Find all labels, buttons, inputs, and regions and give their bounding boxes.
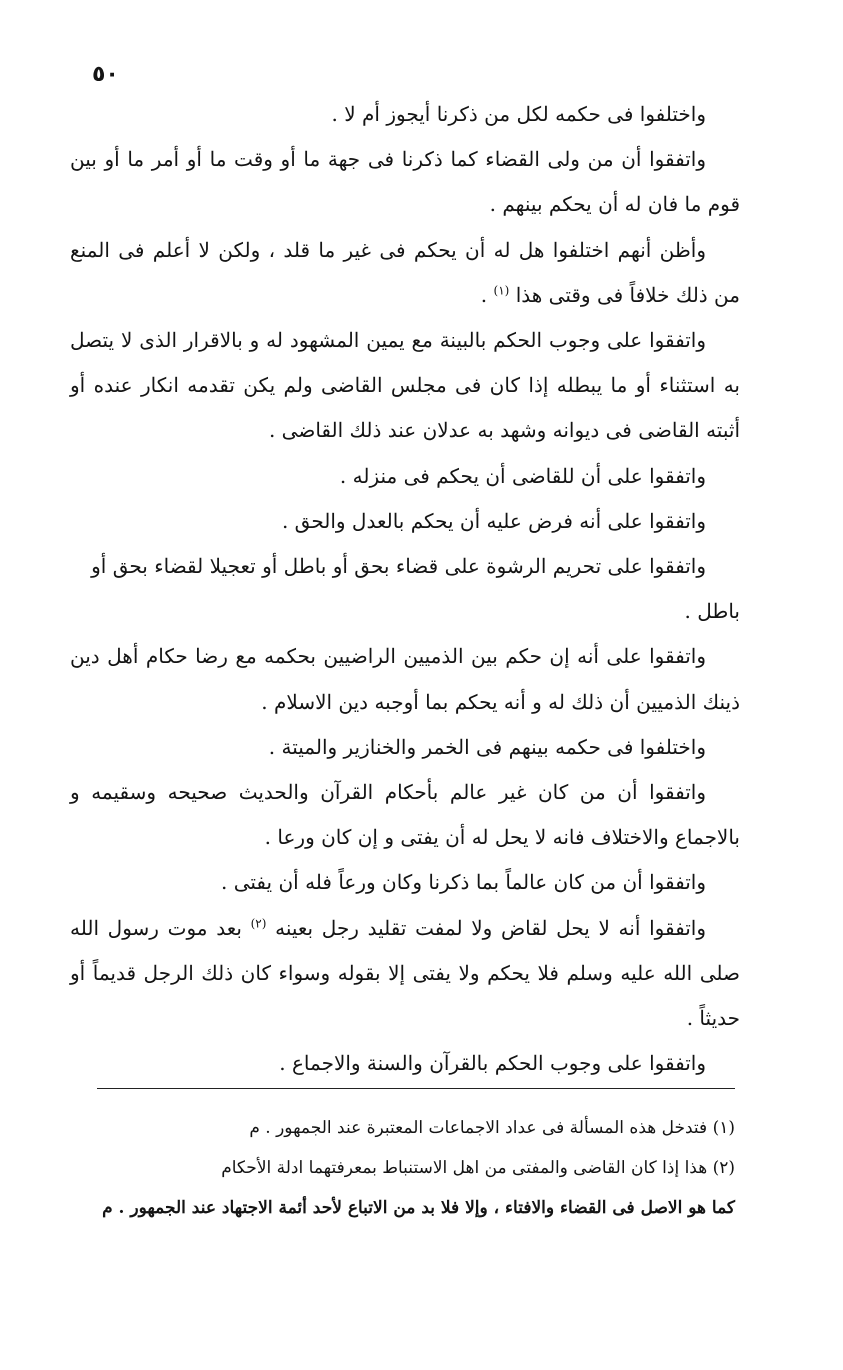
- paragraph-text: واتفقوا أنه لا يحل لقاض ولا لمفت تقليد رجل بعينه: [275, 915, 706, 940]
- paragraph: واتفقوا على أنه فرض عليه أن يحكم بالعدل والحق .: [281, 508, 706, 533]
- paragraph: واتفقوا أن من كان عالماً بما ذكرنا وكان ورعاً فله أن يفتى .: [221, 870, 706, 895]
- footnote-divider: [97, 1088, 735, 1089]
- paragraph: واختلفوا فى حكمه لكل من ذكرنا أيجوز أم لا .: [331, 102, 706, 126]
- main-text: [70, 92, 740, 1086]
- paragraph-text: بعد موت رسول الله صلى الله عليه وسلم فلا يحكم ولا يفتى إلا بقوله وسواء كان ذلك الرجل قديماً أو حديثاً .: [70, 915, 740, 1031]
- page-number: ٥٠: [92, 62, 119, 87]
- footnote: كما هو الاصل فى القضاء والافتاء ، وإلا فلا بد من الاتباع لأحد أئمة الاجتهاد عند الجمهور . م: [102, 1198, 735, 1218]
- footnote: (١) فتدخل هذه المسألة فى عداد الاجماعات المعتبرة عند الجمهور . م: [249, 1118, 735, 1138]
- footnote-mark: (١): [493, 283, 510, 298]
- paragraph: واتفقوا أن من كان غير عالم بأحكام القرآن والحديث صحيحه وسقيمه و بالاجماع والاختلاف فانه لا يحل له أن يفتى و إن كان ورعا .: [70, 780, 740, 850]
- paragraph: واتفقوا على وجوب الحكم بالبينة مع يمين المشهود له و بالاقرار الذى لا يتصل به استثناء أو ما يبطله إذا كان فى مجلس القاضى ولم يكن تقدمه انكار عنده أو أثبته القاضى فى ديوانه وشهد به عدلان عند ذلك القاضى .: [70, 328, 740, 443]
- paragraph: واتفقوا على أنه إن حكم بين الذميين الراضيين بحكمه مع رضا حكام أهل دين ذينك الذميين أن ذلك له و أنه يحكم بما أوجبه دين الاسلام .: [70, 644, 740, 714]
- paragraph: وأظن أنهم اختلفوا هل له أن يحكم فى غير ما قلد ، ولكن لا أعلم فى المنع من ذلك خلافاً فى وقتى هذا $^{(١)}$ .: [70, 237, 740, 307]
- footnotes: [97, 1108, 735, 1228]
- footnote: (٢) هذا إذا كان القاضى والمفتى من اهل الاستنباط بمعرفتهما ادلة الأحكام: [221, 1158, 735, 1178]
- paragraph: واختلفوا فى حكمه بينهم فى الخمر والخنازير والميتة .: [268, 734, 706, 759]
- paragraph: واتفقوا على وجوب الحكم بالقرآن والسنة والاجماع .: [279, 1051, 706, 1076]
- paragraph: واتفقوا على أن للقاضى أن يحكم فى منزله .: [339, 463, 706, 488]
- paragraph: واتفقوا على تحريم الرشوة على قضاء بحق أو باطل أو تعجيلا لقضاء بحق أو باطل .: [91, 554, 740, 624]
- paragraph: [70, 906, 740, 1042]
- footnote-mark: (٢): [250, 916, 267, 930]
- paragraph-text: وأظن أنهم اختلفوا هل له أن يحكم فى غير ما قلد ، ولكن لا أعلم فى المنع من ذلك خلافاً فى وقتى هذا: [70, 237, 740, 307]
- paragraph: واتفقوا أن من ولى القضاء كما ذكرنا فى جهة ما أو وقت ما أو أمر ما أو بين قوم ما فان له أن يحكم بينهم .: [70, 147, 740, 217]
